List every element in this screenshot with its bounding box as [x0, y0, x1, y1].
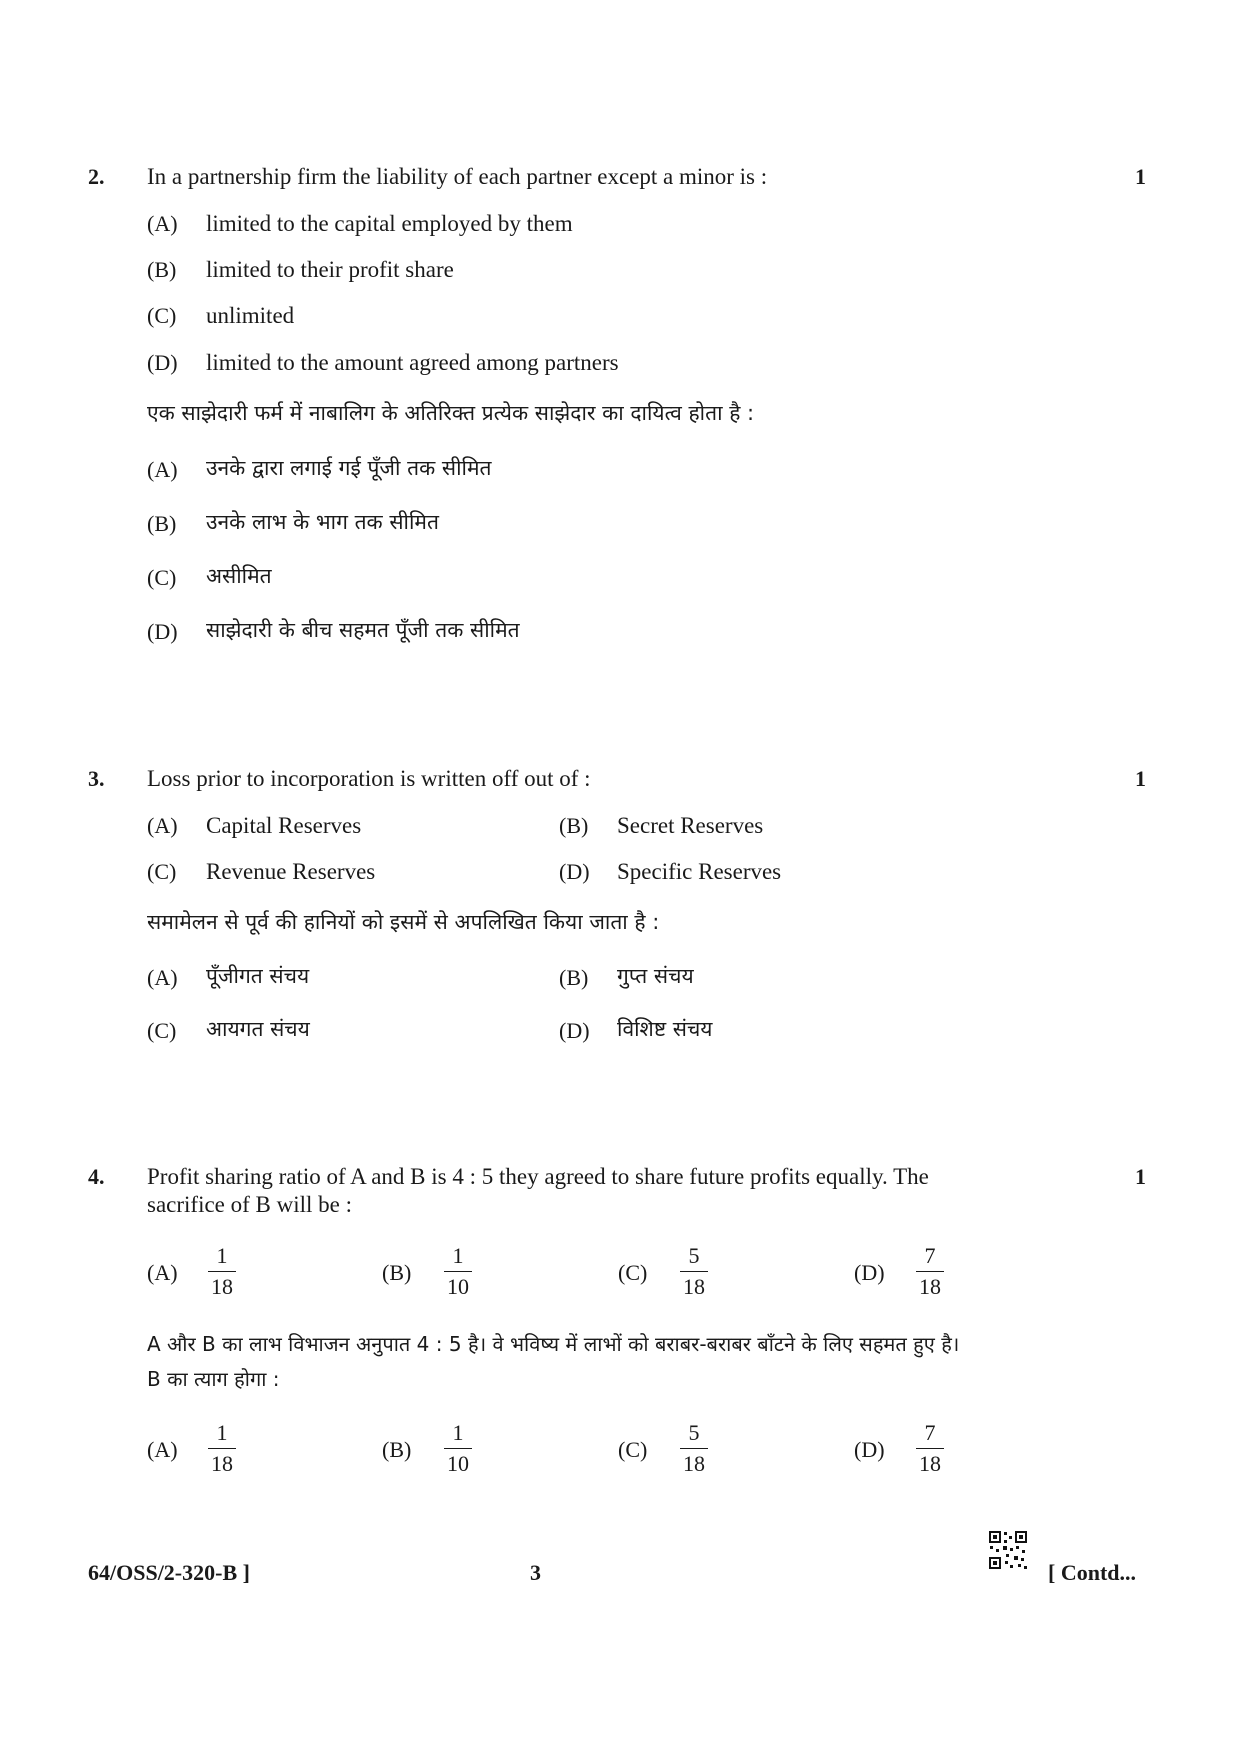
fraction-denominator: 18	[919, 1274, 941, 1299]
q2-option-b-label: (B)	[147, 257, 177, 282]
question-4-stem-en-line1: Profit sharing ratio of A and B is 4 : 5 they agreed to share future profits equally. The	[147, 1164, 929, 1189]
question-2-stem-en: In a partnership firm the liability of each partner except a minor is :	[147, 164, 768, 189]
fraction-numerator: 5	[688, 1243, 700, 1268]
question-4-stem-en-line2: sacrifice of B will be :	[147, 1192, 353, 1217]
q2-hi-option-d-label: (D)	[147, 619, 178, 644]
fraction-denominator: 10	[447, 1274, 469, 1299]
q3-option-a-text: Capital Reserves	[206, 813, 362, 838]
q4-hi-option-c-fraction	[678, 1420, 710, 1477]
q4-hi-option-b-label: (B)	[382, 1437, 412, 1462]
q2-option-d-text: limited to the amount agreed among partners	[206, 350, 619, 375]
fraction-numerator: 1	[216, 1243, 228, 1268]
fraction-numerator: 7	[924, 1420, 936, 1445]
fraction-denominator: 18	[683, 1451, 705, 1476]
fraction-denominator: 18	[211, 1451, 233, 1476]
q3-hi-option-c-text: आयगत संचय	[206, 1017, 310, 1041]
q4-hi-option-a-label: (A)	[147, 1437, 178, 1462]
fraction-numerator: 1	[216, 1420, 228, 1445]
q2-hi-option-c-label: (C)	[147, 565, 177, 590]
question-2-marks: 1	[1135, 164, 1146, 189]
q2-hi-option-a-text: उनके द्वारा लगाई गई पूँजी तक सीमित	[206, 456, 492, 480]
fraction-numerator: 1	[452, 1420, 464, 1445]
q2-hi-option-b-label: (B)	[147, 511, 177, 536]
q4-option-b-fraction	[442, 1243, 474, 1300]
q4-hi-option-a-fraction	[206, 1420, 238, 1477]
fraction-denominator: 18	[683, 1274, 705, 1299]
q4-option-b-label: (B)	[382, 1260, 412, 1285]
question-4-stem-hi-line2: B का त्याग होगा :	[147, 1367, 280, 1391]
question-3-stem-en: Loss prior to incorporation is written off out of :	[147, 766, 591, 791]
q2-option-b-text: limited to their profit share	[206, 257, 454, 282]
question-3-stem-hi: समामेलन से पूर्व की हानियों को इसमें से अपलिखित किया जाता है :	[147, 910, 660, 934]
q4-option-d-fraction	[914, 1243, 946, 1300]
q2-option-c-text: unlimited	[206, 303, 295, 328]
q3-option-d-text: Specific Reserves	[617, 859, 782, 884]
q3-option-b-label: (B)	[559, 813, 589, 838]
q4-option-c-fraction	[678, 1243, 710, 1300]
q4-option-c-label: (C)	[618, 1260, 648, 1285]
question-2-number: 2.	[88, 164, 105, 189]
question-3-number: 3.	[88, 766, 105, 791]
qr-code-icon	[988, 1530, 1028, 1570]
q4-hi-option-d-label: (D)	[854, 1437, 885, 1462]
fraction-denominator: 18	[211, 1274, 233, 1299]
q3-option-c-text: Revenue Reserves	[206, 859, 376, 884]
fraction-denominator: 10	[447, 1451, 469, 1476]
fraction-numerator: 5	[688, 1420, 700, 1445]
question-4-marks: 1	[1135, 1164, 1146, 1189]
q2-hi-option-a-label: (A)	[147, 457, 178, 482]
fraction-denominator: 18	[919, 1451, 941, 1476]
q4-hi-option-b-fraction	[442, 1420, 474, 1477]
q3-hi-option-b-label: (B)	[559, 965, 589, 990]
q3-hi-option-d-text: विशिष्ट संचय	[617, 1017, 713, 1041]
q4-hi-option-c-label: (C)	[618, 1437, 648, 1462]
q2-hi-option-c-text: असीमित	[206, 564, 272, 588]
q3-option-b-text: Secret Reserves	[617, 813, 764, 838]
q3-hi-option-a-text: पूँजीगत संचय	[206, 964, 310, 988]
q2-option-a-text: limited to the capital employed by them	[206, 211, 573, 236]
question-4-number: 4.	[88, 1164, 105, 1189]
q4-hi-option-d-fraction	[914, 1420, 946, 1477]
q3-option-d-label: (D)	[559, 859, 590, 884]
q3-hi-option-c-label: (C)	[147, 1018, 177, 1043]
question-4-stem-hi-line1: A और B का लाभ विभाजन अनुपात 4 : 5 है। वे भविष्य में लाभों को बराबर-बराबर बाँटने के लिए सहमत हुए है।	[147, 1332, 960, 1356]
fraction-numerator: 7	[924, 1243, 936, 1268]
question-3-marks: 1	[1135, 766, 1146, 791]
paper-code: 64/OSS/2-320-B ]	[88, 1560, 250, 1585]
q2-option-c-label: (C)	[147, 303, 177, 328]
page-number: 3	[530, 1560, 541, 1585]
q4-option-d-label: (D)	[854, 1260, 885, 1285]
q3-option-c-label: (C)	[147, 859, 177, 884]
question-2-stem-hi: एक साझेदारी फर्म में नाबालिग के अतिरिक्त प्रत्येक साझेदार का दायित्व होता है :	[147, 401, 755, 425]
q4-option-a-fraction	[206, 1243, 238, 1300]
continued-note: [ Contd...	[1048, 1560, 1137, 1585]
q2-hi-option-b-text: उनके लाभ के भाग तक सीमित	[206, 510, 439, 534]
q3-option-a-label: (A)	[147, 813, 178, 838]
q4-option-a-label: (A)	[147, 1260, 178, 1285]
fraction-numerator: 1	[452, 1243, 464, 1268]
q3-hi-option-b-text: गुप्त संचय	[617, 964, 694, 988]
q2-option-d-label: (D)	[147, 350, 178, 375]
q3-hi-option-d-label: (D)	[559, 1018, 590, 1043]
q2-option-a-label: (A)	[147, 211, 178, 236]
q3-hi-option-a-label: (A)	[147, 965, 178, 990]
q2-hi-option-d-text: साझेदारी के बीच सहमत पूँजी तक सीमित	[206, 618, 520, 642]
